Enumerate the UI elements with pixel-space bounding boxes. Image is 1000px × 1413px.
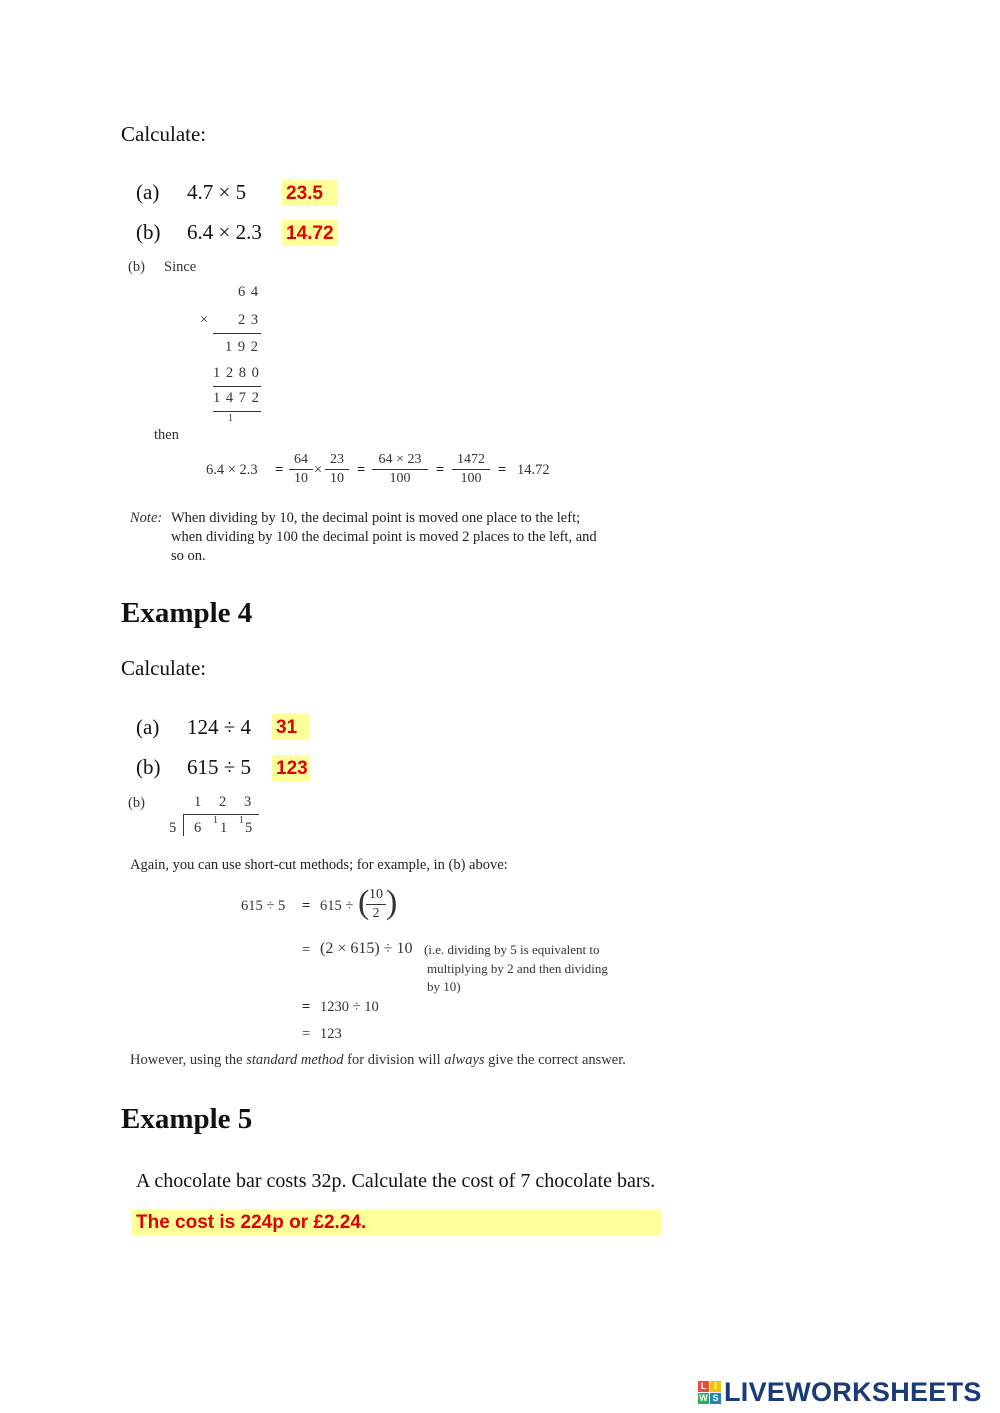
eq-sign-2: =	[357, 462, 366, 478]
carry-1: 1	[213, 815, 218, 826]
note-label: Note:	[130, 510, 163, 526]
shortcut-eq-4: =	[302, 1026, 311, 1042]
frac3-den: 100	[389, 471, 411, 486]
eq-sign-1: =	[275, 462, 284, 478]
division-bracket-h	[183, 814, 259, 815]
paren-close: )	[386, 884, 398, 921]
frac2-num: 23	[325, 452, 349, 470]
shortcut-l1-lhs: 615 ÷ 5	[241, 898, 286, 914]
final-remark-em2: always	[444, 1052, 485, 1068]
frac5-den: 2	[372, 906, 380, 921]
again-text: Again, you can use short-cut methods; for example, in (b) above:	[130, 857, 508, 873]
eq-sign-3: =	[436, 462, 445, 478]
heading-example-4: Example 4	[121, 597, 253, 629]
frac1-den: 10	[294, 471, 308, 486]
answer-field-a2[interactable]: 31	[272, 714, 310, 740]
final-remark-pre: However, using the	[130, 1052, 247, 1068]
mult-second: 2 3	[238, 312, 260, 328]
dividend-digit-1: 6	[194, 820, 202, 836]
frac-64x23-100	[372, 452, 428, 487]
shortcut-eq-2: =	[302, 942, 311, 958]
mult-line-2	[213, 386, 261, 387]
eq-times: ×	[314, 462, 323, 478]
logo-tile-l: L	[698, 1381, 709, 1392]
quotient-digit-1: 1	[194, 794, 202, 810]
item-label-a: (a)	[136, 180, 160, 204]
item-expr-b: 6.4 × 2.3	[187, 220, 262, 244]
frac1-num: 64	[289, 452, 313, 470]
shortcut-l1-rhs: 615 ÷	[320, 898, 354, 914]
question-chocolate: A chocolate bar costs 32p. Calculate the cost of 7 chocolate bars.	[136, 1170, 656, 1192]
note-line-1: When dividing by 10, the decimal point is moved one place to the left;	[171, 510, 581, 526]
mult-op: ×	[200, 312, 209, 328]
item-expr-a2: 124 ÷ 4	[187, 715, 252, 739]
worked-then: then	[154, 427, 179, 443]
liveworksheets-logo[interactable]	[698, 1377, 982, 1408]
frac2-den: 10	[330, 471, 344, 486]
intro-calculate-1: Calculate:	[121, 122, 207, 146]
eq-lhs: 6.4 × 2.3	[206, 462, 258, 478]
logo-tile-i: I	[710, 1381, 721, 1392]
answer-field-example-5[interactable]: The cost is 224p or £2.24.	[132, 1209, 662, 1235]
mult-line-1	[213, 333, 261, 334]
item-label-b2: (b)	[136, 755, 161, 779]
logo-tile-s: S	[710, 1393, 721, 1404]
dividend-digit-2: 1	[220, 820, 228, 836]
mult-top: 6 4	[238, 284, 260, 300]
final-remark	[130, 1052, 626, 1069]
mult-result: 1 4 7 2	[213, 390, 260, 406]
answer-field-b2[interactable]: 123	[272, 755, 310, 781]
division-bracket-v	[183, 814, 184, 836]
item-expr-b2: 615 ÷ 5	[187, 755, 252, 779]
frac-23-10	[325, 452, 349, 487]
mult-partial-1: 1 9 2	[225, 339, 259, 355]
final-remark-post: give the correct answer.	[484, 1052, 626, 1068]
shortcut-eq-1: =	[302, 898, 311, 914]
mult-partial-2: 1 2 8 0	[213, 365, 260, 381]
note-line-3: so on.	[171, 548, 206, 564]
final-remark-mid: for division will	[343, 1052, 445, 1068]
logo-text: LIVEWORKSHEETS	[724, 1377, 982, 1407]
logo-tile-w: W	[699, 1393, 708, 1403]
note-line-2: when dividing by 100 the decimal point is moved 2 places to the left, and	[171, 529, 597, 545]
shortcut-note-3: by 10)	[427, 979, 461, 994]
shortcut-eq-3: =	[302, 999, 311, 1015]
shortcut-l2-rhs: (2 × 615) ÷ 10	[320, 940, 413, 957]
mult-carry: 1	[228, 413, 233, 424]
quotient-digit-3: 3	[244, 794, 252, 810]
shortcut-l3-rhs: 1230 ÷ 10	[320, 999, 379, 1015]
shortcut-note-2: multiplying by 2 and then dividing	[427, 961, 608, 976]
shortcut-note-1: (i.e. dividing by 5 is equivalent to	[424, 942, 600, 957]
quotient-digit-2: 2	[219, 794, 227, 810]
liveworksheets-logo-icon	[698, 1381, 721, 1404]
frac3-num: 64 × 23	[372, 452, 428, 470]
answer-field-a[interactable]: 23.5	[282, 180, 338, 206]
frac4-den: 100	[460, 471, 482, 486]
answer-field-b[interactable]: 14.72	[282, 220, 338, 246]
worked-since: Since	[164, 259, 197, 275]
shortcut-l4-rhs: 123	[320, 1026, 342, 1042]
heading-example-5: Example 5	[121, 1103, 253, 1135]
item-label-a2: (a)	[136, 715, 160, 739]
carry-2: 1	[239, 815, 244, 826]
worked-label-b2: (b)	[128, 795, 145, 811]
dividend-digit-3: 5	[245, 820, 253, 836]
intro-calculate-2: Calculate:	[121, 656, 207, 680]
item-label-b: (b)	[136, 220, 161, 244]
frac4-num: 1472	[452, 452, 490, 470]
eq-sign-4: =	[498, 462, 507, 478]
mult-line-3	[213, 411, 261, 412]
eq-result: 14.72	[517, 462, 550, 478]
final-remark-em1: standard method	[246, 1052, 344, 1068]
frac-64-10	[289, 452, 313, 487]
paren-open: (	[358, 884, 370, 921]
divisor: 5	[169, 820, 177, 836]
worked-label-b1: (b)	[128, 259, 145, 275]
item-expr-a: 4.7 × 5	[187, 180, 247, 204]
frac-1472-100	[452, 452, 490, 487]
frac-10-2	[366, 887, 386, 922]
frac5-num: 10	[366, 887, 386, 905]
